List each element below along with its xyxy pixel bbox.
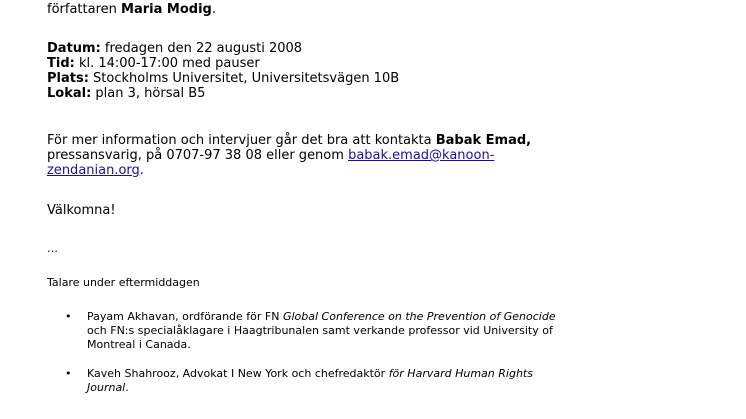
contact-text-middle: pressansvarig, på 0707-97 38 08 eller genom bbox=[47, 148, 349, 163]
detail-label: Datum: bbox=[47, 41, 101, 56]
bullet-icon: • bbox=[65, 367, 72, 380]
speakers-list bbox=[47, 310, 727, 395]
list-item bbox=[47, 367, 727, 395]
speaker-text: Payam Akhavan, ordförande för FN bbox=[87, 310, 283, 323]
detail-value: kl. 14:00-17:00 med pauser bbox=[74, 56, 260, 71]
detail-label: Plats: bbox=[47, 71, 89, 86]
email-link-part1[interactable]: babak.emad@kanoon- bbox=[348, 148, 495, 163]
speaker-text: Montreal i Canada. bbox=[87, 338, 191, 351]
detail-date bbox=[47, 41, 717, 56]
list-item bbox=[47, 310, 727, 352]
speaker-italic: Journal bbox=[87, 381, 126, 394]
bullet-icon: • bbox=[65, 310, 72, 323]
contact-name: Babak Emad, bbox=[435, 133, 532, 148]
speaker-italic: för Harvard Human Rights bbox=[388, 367, 533, 380]
contact-text-after: . bbox=[139, 163, 144, 178]
author-name: Maria Modig bbox=[121, 2, 212, 17]
detail-room bbox=[47, 86, 717, 101]
speaker-text: och FN:s specialåklagare i Haagtribunalen samt verkande professor vid University of bbox=[87, 324, 553, 337]
intro-suffix: . bbox=[211, 2, 216, 17]
contact-text-before: För mer information och intervjuer går det bra att kontakta bbox=[47, 133, 436, 148]
speakers-heading: Talare under eftermiddagen bbox=[47, 276, 200, 289]
detail-value: Stockholms Universitet, Universitetsvägen 10B bbox=[88, 71, 400, 86]
speaker-text: Kaveh Shahrooz, Advokat I New York och chefredaktör bbox=[87, 367, 389, 380]
detail-value: fredagen den 22 augusti 2008 bbox=[100, 41, 303, 56]
detail-place bbox=[47, 71, 717, 86]
detail-time bbox=[47, 56, 717, 71]
speaker-text: . bbox=[125, 381, 129, 394]
event-details bbox=[47, 41, 717, 101]
contact-paragraph bbox=[47, 133, 717, 178]
intro-paragraph bbox=[47, 2, 717, 17]
intro-prefix: författaren bbox=[47, 2, 122, 17]
email-link-part2[interactable]: zendanian.org bbox=[47, 163, 140, 178]
detail-label: Lokal: bbox=[47, 86, 92, 101]
detail-value: plan 3, hörsal B5 bbox=[91, 86, 206, 101]
welcome-text: Välkomna! bbox=[47, 203, 116, 218]
ellipsis-text: … bbox=[47, 242, 58, 255]
detail-label: Tid: bbox=[47, 56, 75, 71]
speaker-italic: Global Conference on the Prevention of Genocide bbox=[282, 310, 556, 323]
